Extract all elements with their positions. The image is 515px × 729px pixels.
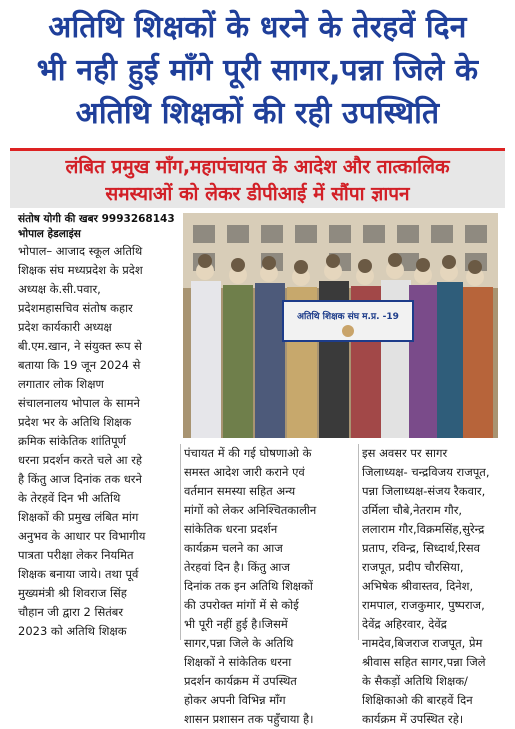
article-line: प्रताप, रविन्द्र, सिध्दार्थ,रिसव <box>362 541 480 555</box>
article-line: शिक्षकों की प्रमुख लंबित मांग <box>18 510 139 524</box>
article-line: वर्तमान समस्या सहित अन्य <box>184 484 296 498</box>
article-line: पात्रता परीक्षा लेकर नियमित <box>18 548 134 562</box>
article-line: चौहान जी द्वारा 2 सितंबर <box>18 605 124 619</box>
article-line: दिनांक तक इन अतिथि शिक्षकों <box>184 579 313 593</box>
article-line: धरना प्रदर्शन करते चले आ रहे <box>18 453 143 467</box>
column-divider <box>180 444 181 640</box>
protest-photo <box>183 213 498 438</box>
article-line: बताया कि 19 जून 2024 से <box>18 358 141 372</box>
article-line: अनुभव के आधार पर विभागीय <box>18 529 146 543</box>
article-line: शिक्षक बनाया जाये। तथा पूर्व <box>18 567 139 581</box>
subheadline-line-2: समस्याओं को लेकर डीपीआई में सौंपा ज्ञापन <box>105 183 410 205</box>
article-line: अभिषेक श्रीवास्तव, दिनेश, <box>362 579 474 593</box>
subheadline-box <box>10 148 505 208</box>
article-line: बी.एम.खान, ने संयुक्त रूप से <box>18 339 142 353</box>
article-line: देवेंद्र अहिरवार, देवेंद्र <box>362 617 447 631</box>
article-line: इस अवसर पर सागर <box>362 446 448 460</box>
banner-portrait <box>342 325 354 337</box>
article-line: सांकेतिक धरना प्रदर्शन <box>184 522 278 536</box>
article-line: क्रमिक सांकेतिक शांतिपूर्ण <box>18 434 126 448</box>
article-line: प्रदेश कार्यकारी अध्यक्ष <box>18 320 112 334</box>
article-line: सागर,पन्ना जिले के अतिथि <box>184 636 294 650</box>
banner-text: अतिथि शिक्षक संघ म.प्र. -19 <box>297 312 399 322</box>
subheadline-line-1: लंबित प्रमुख माँग,महापंचायत के आदेश और तात्कालिक <box>65 156 450 178</box>
article-line: नामदेव,बिजराज राजपूत, प्रेम <box>362 636 483 650</box>
article-column-2 <box>184 444 354 729</box>
article-line: श्रीवास सहित सागर,पन्ना जिले <box>362 655 486 669</box>
column-divider <box>358 444 359 640</box>
byline <box>18 212 175 242</box>
desk-credit: भोपाल हेडलाइंस <box>18 228 81 240</box>
article-line: ललाराम गौर,विक्रमसिंह,सुरेन्द्र <box>362 522 485 536</box>
headline-line-1: अतिथि शिक्षकों के धरने के तेरहवें दिन <box>48 10 467 45</box>
article-line: के सैकड़ों अतिथि शिक्षक/ <box>362 674 468 688</box>
article-line: प्रदेशमहासचिव संतोष कहार <box>18 301 133 315</box>
article-line: के तेरहवें दिन भी अतिथि <box>18 491 121 505</box>
headline <box>0 6 515 135</box>
article-line: मांगों को लेकर अनिश्चितकालीन <box>184 503 317 517</box>
article-line: तेरहवां दिन है। किंतु आज <box>184 560 290 574</box>
article-line: कार्यक्रम में उपस्थित रहे। <box>362 712 464 726</box>
article-line: की उपरोक्त मांगों में से कोई <box>184 598 299 612</box>
article-line: पंचायत में की गई घोषणाओ के <box>184 446 312 460</box>
article-line: जिलाध्यक्ष- चन्द्रविजय राजपूत, <box>362 465 490 479</box>
article-line: भी पूरी नहीं हुई है।जिसमें <box>184 617 288 631</box>
article-line: संचालनालय भोपाल के सामने <box>18 396 140 410</box>
reporter-credit: संतोष योगी की खबर 9993268143 <box>18 213 175 225</box>
article-line: राजपूत, प्रदीप चौरसिया, <box>362 560 464 574</box>
article-line: लगातार लोक शिक्षण <box>18 377 104 391</box>
article-line: है किंतु आज दिनांक तक धरने <box>18 472 142 486</box>
article-line: पन्ना जिलाध्यक्ष-संजय रैकवार, <box>362 484 486 498</box>
article-column-3 <box>362 444 507 729</box>
article-line: 2023 को अतिथि शिक्षक <box>18 624 127 638</box>
article-line: रामपाल, राजकुमार, पुष्पराज, <box>362 598 485 612</box>
headline-line-3: अतिथि शिक्षकों की रही उपस्थिति <box>75 96 440 131</box>
article-line: कार्यक्रम चलने का आज <box>184 541 283 555</box>
article-line: शिक्षिकाओ की बारहवें दिन <box>362 693 473 707</box>
article-line: होकर अपनी विभिन्न माँग <box>184 693 286 707</box>
article-line: शिक्षकों ने सांकेतिक धरना <box>184 655 292 669</box>
headline-line-2: भी नही हुई माँगे पूरी सागर,पन्ना जिले के <box>36 53 479 88</box>
article-line: अध्यक्ष के.सी.पवार, <box>18 282 101 296</box>
article-line: प्रदर्शन कार्यक्रम में उपस्थित <box>184 674 297 688</box>
article-line: समस्त आदेश जारी कराने एवं <box>184 465 305 479</box>
article-line: भोपाल– आजाद स्कूल अतिथि <box>18 244 143 258</box>
article-line: शिक्षक संघ मध्यप्रदेश के प्रदेश <box>18 263 143 277</box>
article-line: उर्मिला चौबे,नेतराम गौर, <box>362 503 463 517</box>
protest-photo-illustration <box>183 213 498 438</box>
article-line: प्रदेश भर के अतिथि शिक्षक <box>18 415 132 429</box>
article-line: शासन प्रशासन तक पहुँचाया है। <box>184 712 314 726</box>
article-column-1 <box>18 242 176 641</box>
article-line: मुख्यमंत्री श्री शिवराज सिंह <box>18 586 127 600</box>
